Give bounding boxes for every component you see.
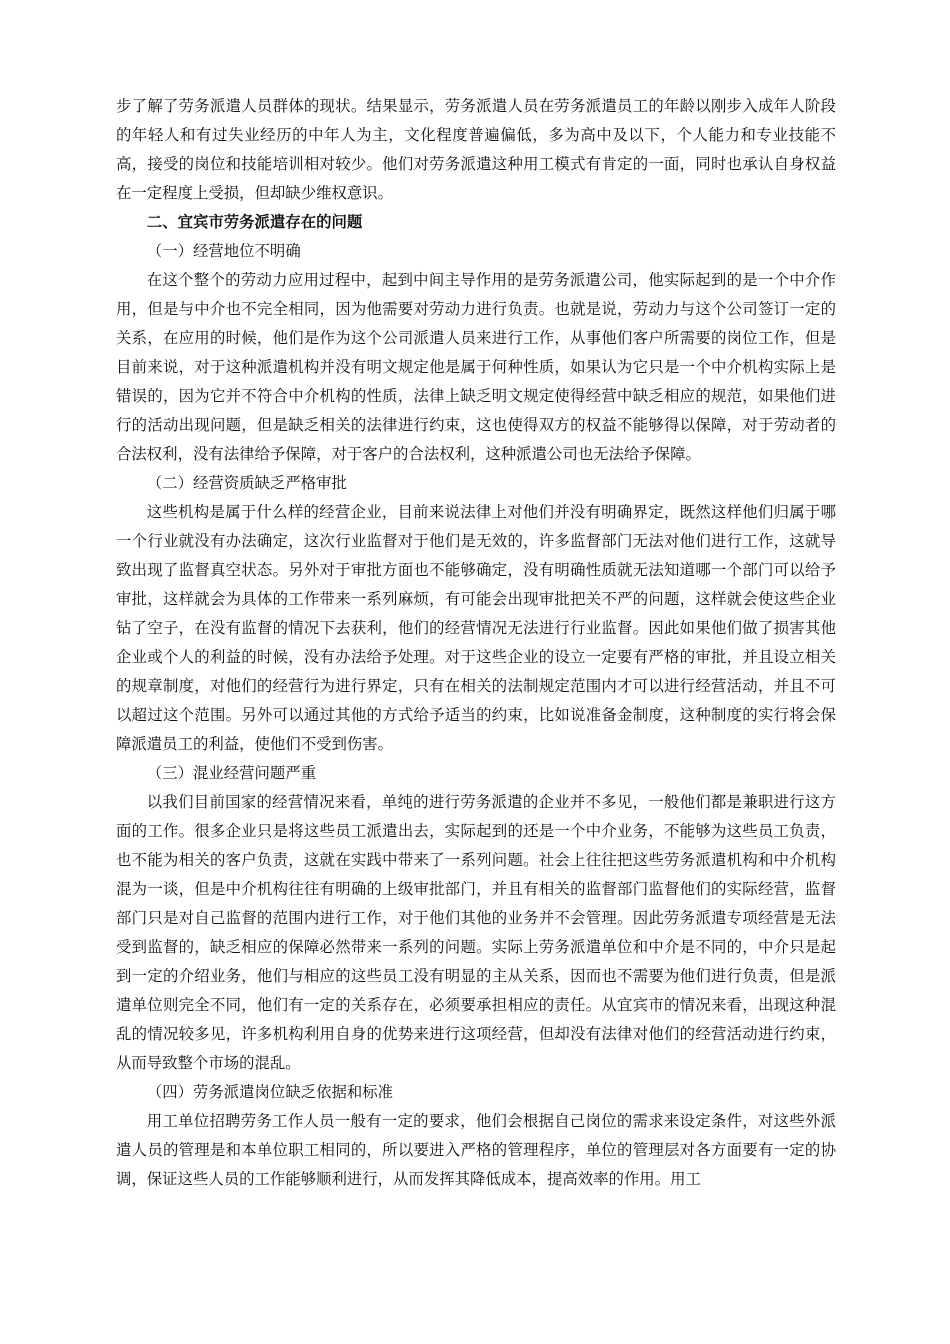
subsection-title-4: （四）劳务派遣岗位缺乏依据和标准 xyxy=(146,1083,394,1101)
subsection-body-1: 在这个整个的劳动力应用过程中，起到中间主导作用的是劳务派遣公司，他实际起到的是一个中介作用，但是与中介也不完全相同，因为他需要对劳动力进行负责。也就是说，劳动力与这个公司签订一定的关系，在应用的时候，他们是作为这个公司派遣人员来进行工作，从事他们客户所需要的岗位工作，但是目前来说，对于这种派遣机构并没有明文规定他是属于何种性质，如果认为它只是一个中介机构实际上是错误的，因为它并不符合中介机构的性质，法律上缺乏明文规定使得经营中缺乏相应的规范，如果他们进行的活动出现问题，但是缺乏相关的法律进行约束，这也使得双方的权益不能够得以保障，对于劳动者的合法权利，没有法律给予保障，对于客户的合法权利，这种派遣公司也无法给予保障。 xyxy=(116,271,836,463)
subsection-title-3: （三）混业经营问题严重 xyxy=(146,764,317,782)
subsection-title-1: （一）经营地位不明确 xyxy=(146,242,301,260)
subsection-title-2: （二）经营资质缺乏严格审批 xyxy=(146,474,347,492)
section-heading: 二、宜宾市劳务派遣存在的问题 xyxy=(146,213,363,231)
subsection-body-2: 这些机构是属于什么样的经营企业，目前来说法律上对他们并没有明确界定，既然这样他们归属于哪一个行业就没有办法确定，这次行业监督对于他们是无效的，许多监督部门无法对他们进行工作，这就导致出现了监督真空状态。另外对于审批方面也不能够确定，没有明确性质就无法知道哪一个部门可以给予审批，这样就会为具体的工作带来一系列麻烦，有可能会出现审批把关不严的问题，这样就会使这些企业钻了空子，在没有监督的情况下去获利，他们的经营情况无法进行行业监督。因此如果他们做了损害其他企业或个人的利益的时候，没有办法给予处理。对于这些企业的设立一定要有严格的审批，并且设立相关的规章制度，对他们的经营行为进行界定，只有在相关的法制规定范围内才可以进行经营活动，并且不可以超过这个范围。另外可以通过其他的方式给予适当的约束，比如说准备金制度，这种制度的实行将会保障派遣员工的利益，使他们不受到伤害。 xyxy=(116,503,836,753)
document-page xyxy=(116,92,836,1194)
subsection-body-3: 以我们目前国家的经营情况来看，单纯的进行劳务派遣的企业并不多见，一般他们都是兼职进行这方面的工作。很多企业只是将这些员工派遣出去，实际起到的还是一个中介业务，不能够为这些员工负责，也不能为相关的客户负责，这就在实践中带来了一系列问题。社会上往往把这些劳务派遣机构和中介机构混为一谈，但是中介机构往往有明确的上级审批部门，并且有相关的监督部门监督他们的实际经营，监督部门只是对自己监督的范围内进行工作，对于他们其他的业务并不会管理。因此劳务派遣专项经营是无法受到监督的，缺乏相应的保障必然带来一系列的问题。实际上劳务派遣单位和中介是不同的，中介只是起到一定的介绍业务，他们与相应的这些员工没有明显的主从关系，因而也不需要为他们进行负责，但是派遣单位则完全不同，他们有一定的关系存在，必须要承担相应的责任。从宜宾市的情况来看，出现这种混乱的情况较多见，许多机构利用自身的优势来进行这项经营，但却没有法律对他们的经营活动进行约束，从而导致整个市场的混乱。 xyxy=(116,793,836,1072)
intro-paragraph: 步了解了劳务派遣人员群体的现状。结果显示，劳务派遣人员在劳务派遣员工的年龄以刚步入成年人阶段的年轻人和有过失业经历的中年人为主，文化程度普遍偏低，多为高中及以下，个人能力和专业技能不高，接受的岗位和技能培训相对较少。他们对劳务派遣这种用工模式有肯定的一面，同时也承认自身权益在一定程度上受损，但却缺少维权意识。 xyxy=(116,97,836,202)
subsection-body-4: 用工单位招聘劳务工作人员一般有一定的要求，他们会根据自己岗位的需求来设定条件，对这些外派遣人员的管理是和本单位职工相同的，所以要进入严格的管理程序，单位的管理层对各方面要有一定的协调，保证这些人员的工作能够顺利进行，从而发挥其降低成本，提高效率的作用。用工 xyxy=(116,1112,836,1188)
